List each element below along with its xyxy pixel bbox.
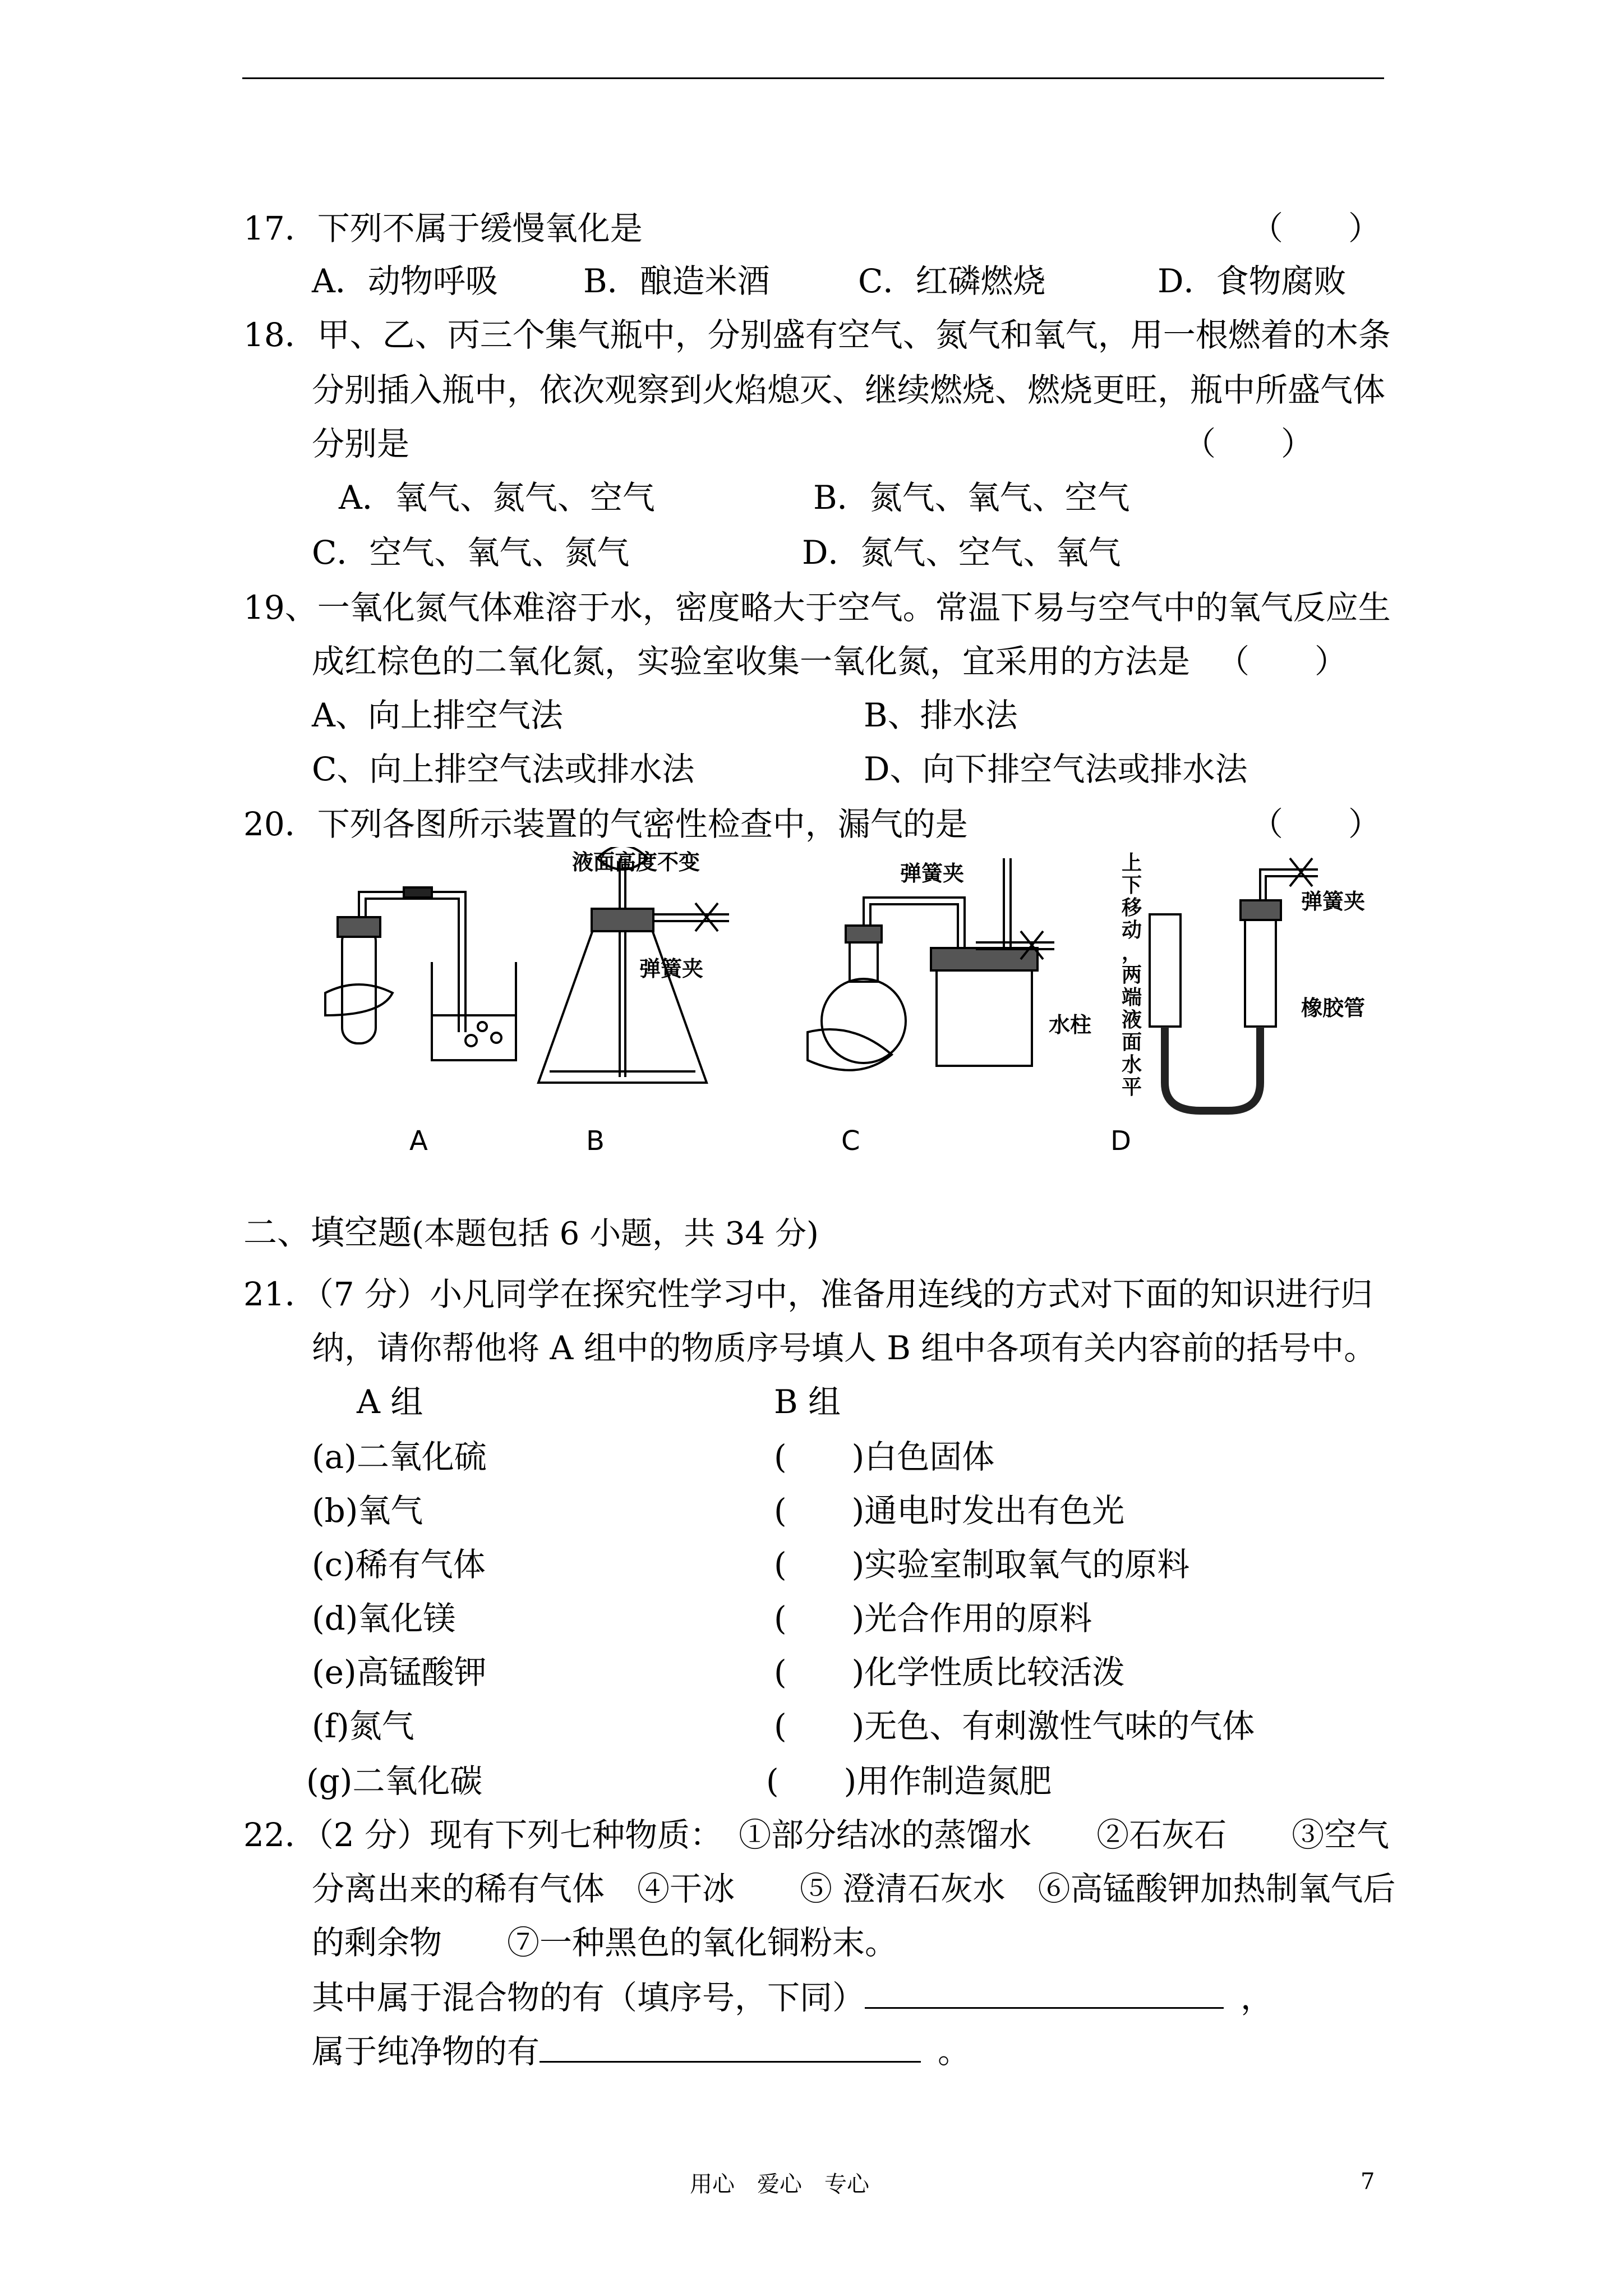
section2-heading (243, 1206, 819, 1254)
q18-line2: 分别插入瓶中，依次观察到火焰熄灭、继续燃烧、燃烧更旺，瓶中所盛气体 (312, 371, 1386, 409)
q21-a-item: (c)稀有气体 (312, 1545, 486, 1584)
q19-line2: 成红棕色的二氧化氮，实验室收集一氧化氮，宜采用的方法是 (312, 642, 1191, 680)
q19-option-a: A、向上排空气法 (312, 696, 563, 734)
q22-line2: 分离出来的稀有气体 ④干冰 ⑤ 澄清石灰水 ⑥高锰酸钾加热制氧气后 (312, 1870, 1396, 1908)
apparatus-d (1150, 858, 1318, 1111)
q18-paren: （ ） (1183, 425, 1314, 463)
q19-paren: （ ） (1217, 642, 1348, 680)
q21-a-item: (e)高锰酸钾 (312, 1653, 487, 1691)
page-number: 7 (1361, 2169, 1375, 2194)
q22-pure-suffix: 。 (938, 2032, 971, 2070)
q21-group-a: A 组 (357, 1383, 423, 1421)
q17-stem: 17．下列不属于缓慢氧化是 (243, 209, 643, 247)
q20-paren: （ ） (1251, 805, 1381, 843)
q18-line1: 18．甲、乙、丙三个集气瓶中，分别盛有空气、氮气和氧气，用一根燃着的木条 (243, 316, 1391, 354)
q22-pure-blank[interactable] (540, 2032, 921, 2063)
q18-option-d: D．氮气、空气、氧气 (802, 533, 1121, 572)
q17-option-b: B．酿造米酒 (583, 262, 770, 300)
q21-b-item: ( )通电时发出有色光 (774, 1492, 1125, 1530)
q19-option-c: C、向上排空气法或排水法 (312, 750, 695, 788)
q17-option-c: C．红磷燃烧 (858, 262, 1046, 300)
q22-line3: 的剩余物 ⑦一种黑色的氧化铜粉末。 (312, 1924, 898, 1962)
q22-mixture-suffix: ， (1241, 1978, 1274, 2017)
figure-letter-b: B (586, 1125, 605, 1157)
apparatus-c (808, 858, 1054, 1070)
header-rule (242, 77, 1384, 79)
q21-a-item: (f)氮气 (312, 1707, 414, 1745)
q21-a-item: (g)二氧化碳 (306, 1762, 483, 1800)
q21-b-item: ( )实验室制取氧气的原料 (774, 1545, 1190, 1584)
q17-paren: （ ） (1251, 209, 1381, 247)
label-d-tube: 橡胶管 (1301, 996, 1366, 1020)
q21-line2: 纳，请你帮他将 A 组中的物质序号填人 B 组中各项有关内容前的括号中。 (312, 1329, 1377, 1367)
section2-note: (本题包括 6 小题，共 34 分) (412, 1216, 819, 1252)
q19-line1: 19、一氧化氮气体难溶于水，密度略大于空气。常温下易与空气中的氧气反应生 (243, 588, 1391, 627)
q17-option-a: A．动物呼吸 (312, 262, 498, 300)
q21-group-b: B 组 (774, 1383, 841, 1421)
q18-option-b: B．氮气、氧气、空气 (813, 478, 1130, 517)
label-b-level: 液面高度不变 (572, 850, 700, 875)
q22-mixture-prefix: 其中属于混合物的有（填序号，下同） (312, 1978, 865, 2017)
q22-pure-line (312, 2032, 970, 2071)
q22-pure-prefix: 属于纯净物的有 (312, 2032, 540, 2070)
q21-b-item: ( )白色固体 (774, 1438, 995, 1476)
q19-option-d: D、向下排空气法或排水法 (864, 750, 1248, 788)
q18-line3: 分别是 (312, 425, 410, 463)
label-c-clip: 弹簧夹 (900, 861, 965, 886)
label-d-vertical: 上下移动，两端液面水平 (1122, 852, 1142, 1099)
q21-b-item: ( )无色、有刺激性气味的气体 (774, 1707, 1255, 1745)
q20-stem: 20．下列各图所示装置的气密性检查中，漏气的是 (243, 805, 968, 843)
q22-line1: 22．（2 分）现有下列七种物质： ①部分结冰的蒸馏水 ②石灰石 ③空气 (243, 1816, 1390, 1854)
apparatus-figure (303, 847, 1424, 1167)
label-d-clip: 弹簧夹 (1301, 889, 1366, 914)
q22-mixture-blank[interactable] (865, 1978, 1224, 2009)
q21-a-item: (d)氧化镁 (312, 1599, 456, 1637)
q18-option-a: A．氧气、氮气、空气 (339, 478, 655, 517)
label-c-water: 水柱 (1049, 1013, 1092, 1037)
q19-option-b: B、排水法 (864, 696, 1018, 734)
q21-b-item: ( )用作制造氮肥 (766, 1762, 1052, 1800)
apparatus-a (325, 887, 516, 1060)
label-b-clip: 弹簧夹 (639, 956, 704, 981)
q21-b-item: ( )化学性质比较活泼 (774, 1653, 1125, 1691)
q21-a-item: (b)氧气 (312, 1492, 423, 1530)
q22-mixture-line (312, 1978, 1273, 2017)
q21-a-item: (a)二氧化硫 (312, 1438, 487, 1476)
figure-letter-d: D (1110, 1125, 1131, 1157)
q21-b-item: ( )光合作用的原料 (774, 1599, 1092, 1637)
q21-line1: 21．（7 分）小凡同学在探究性学习中，准备用连线的方式对下面的知识进行归 (243, 1275, 1373, 1313)
section2-title: 二、填空题 (243, 1213, 412, 1253)
figure-letter-c: C (841, 1125, 860, 1157)
q17-option-d: D．食物腐败 (1158, 262, 1347, 300)
q18-option-c: C．空气、氧气、氮气 (312, 533, 630, 572)
footer-motto: 用心 爱心 专心 (690, 2171, 869, 2197)
figure-letter-a: A (409, 1125, 428, 1157)
